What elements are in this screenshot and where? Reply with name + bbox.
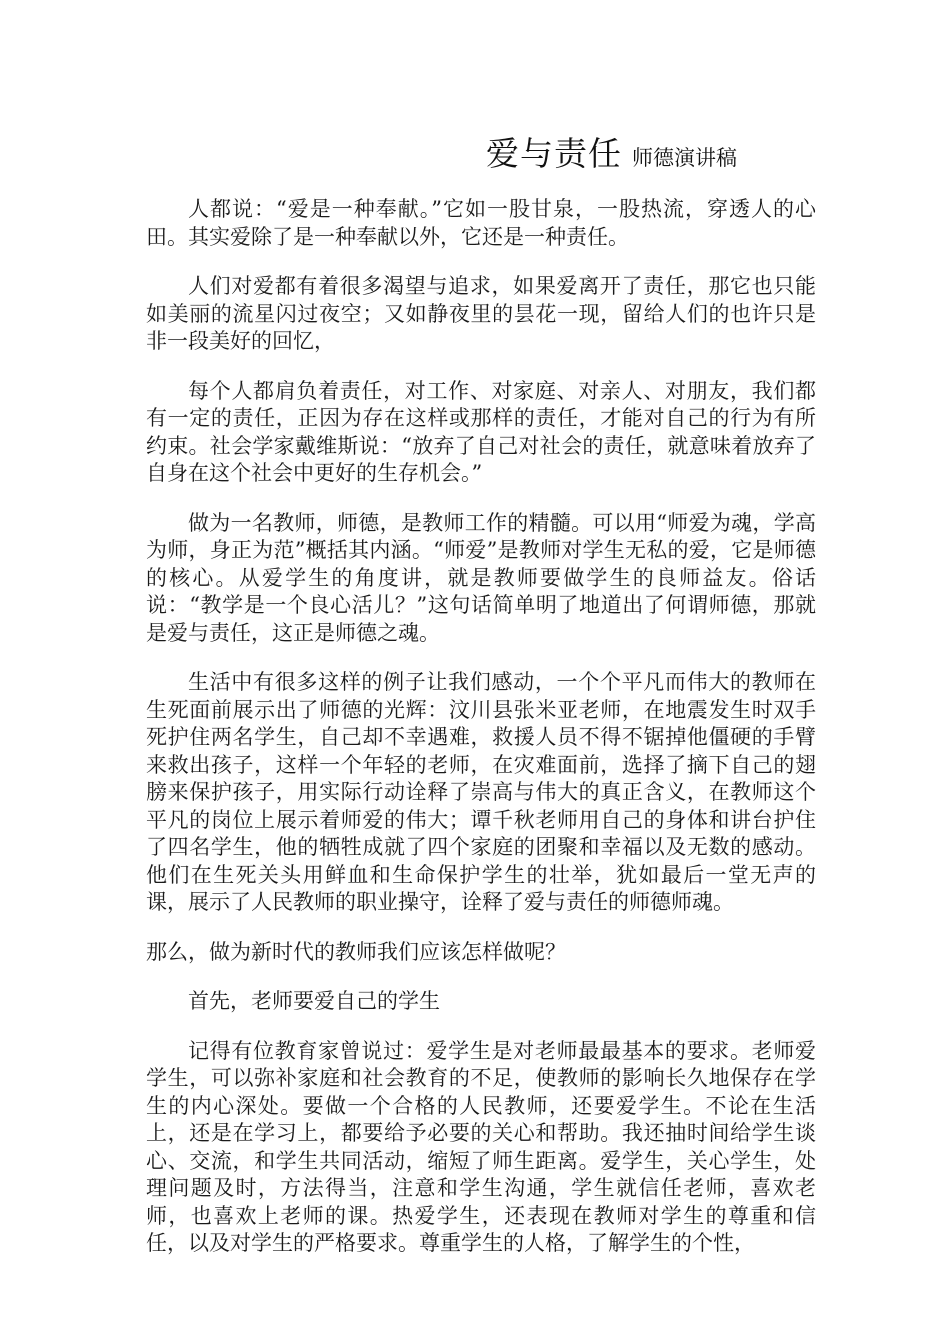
section-heading: 首先，老师要爱自己的学生 [188,989,440,1013]
paragraph: 人都说：“爱是一种奉献。”它如一股甘泉，一股热流，穿透人的心田。其实爱除了是一种奉献以外，它还是一种责任。 [146,197,816,249]
paragraph: 每个人都肩负着责任，对工作、对家庭、对亲人、对朋友，我们都有一定的责任，正因为存在这样或那样的责任，才能对自己的行为有所约束。社会学家戴维斯说：“放弃了自己对社会的责任，就意味着放弃了自身在这个社会中更好的生存机会。” [146,378,816,485]
paragraph: 那么，做为新时代的教师我们应该怎样做呢？ [146,939,566,964]
paragraph: 生活中有很多这样的例子让我们感动，一个个平凡而伟大的教师在生死面前展示出了师德的光辉：汶川县张米亚老师，在地震发生时双手死护住两名学生，自己却不幸遇难，救援人员不得不锯掉他僵硬的手臂来救出孩子，这样一个年轻的老师，在灾难面前，选择了摘下自己的翅膀来保护孩子，用实际行动诠释了崇高与伟大的真正含义，在教师这个平凡的岗位上展示着师爱的伟大；谭千秋老师用自己的身体和讲台护住了四名学生，他的牺牲成就了四个家庭的团聚和幸福以及无数的感动。他们在生死关头用鲜血和生命保护学生的壮举，犹如最后一堂无声的课，展示了人民教师的职业操守，诠释了爱与责任的师德师魂。 [146,670,816,914]
paragraph: 做为一名教师，师德，是教师工作的精髓。可以用“师爱为魂，学高为师，身正为范”概括其内涵。“师爱”是教师对学生无私的爱，它是师德的核心。从爱学生的角度讲，就是教师要做学生的良师益友。俗话说：“教学是一个良心活儿？”这句话简单明了地道出了何谓师德，那就是爱与责任，这正是师德之魂。 [146,510,816,645]
paragraph: 记得有位教育家曾说过：爱学生是对老师最最基本的要求。老师爱学生，可以弥补家庭和社会教育的不足，使教师的影响长久地保存在学生的内心深处。要做一个合格的人民教师，还要爱学生。不论在生活上，还是在学习上，都要给予必要的关心和帮助。我还抽时间给学生谈心、交流，和学生共同活动，缩短了师生距离。爱学生，关心学生，处理问题及时，方法得当，注意和学生沟通，学生就信任老师，喜欢老师，也喜欢上老师的课。热爱学生，还表现在教师对学生的尊重和信任，以及对学生的严格要求。尊重学生的人格，了解学生的个性， [146,1038,816,1255]
page-subtitle: 师德演讲稿 [632,146,737,170]
paragraph: 人们对爱都有着很多渴望与追求，如果爱离开了责任，那它也只能如美丽的流星闪过夜空；又如静夜里的昙花一现，留给人们的也许只是非一段美好的回忆， [146,274,816,353]
title-row [486,128,737,175]
document-body [146,196,816,1280]
page-title: 爱与责任 [486,134,622,173]
